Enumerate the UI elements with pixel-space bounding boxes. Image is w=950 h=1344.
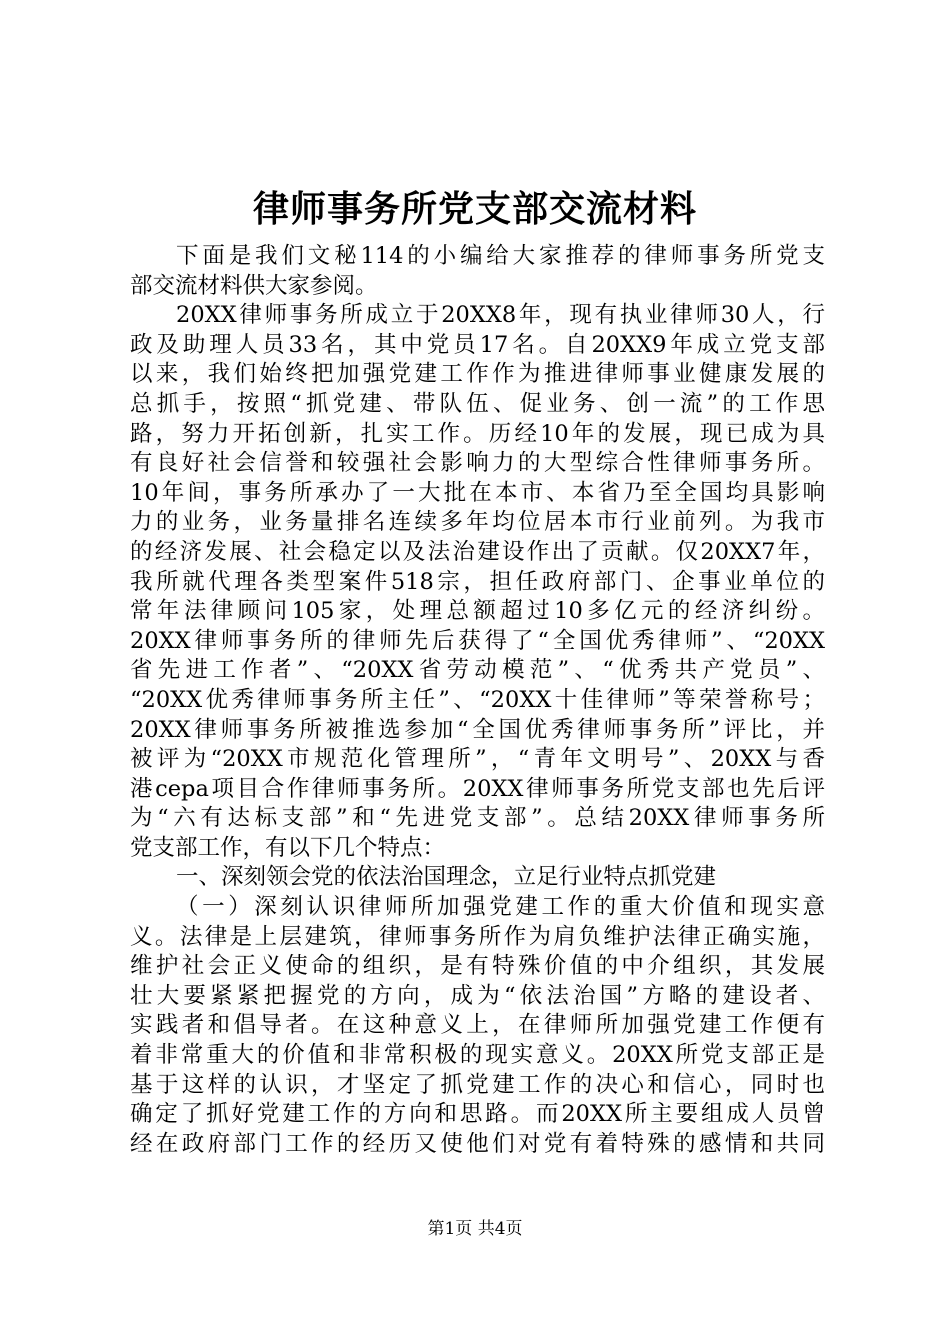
body-line: 义。法律是上层建筑，律师事务所作为肩负维护法律正确实施， bbox=[130, 923, 825, 950]
body-line: 基于这样的认识，才坚定了抓党建工作的决心和信心，同时也 bbox=[130, 1071, 825, 1098]
body-line: 常年法律顾问105家，处理总额超过10多亿元的经济纠纷。 bbox=[130, 598, 825, 625]
document-title: 律师事务所党支部交流材料 bbox=[252, 188, 697, 230]
body-line: 部交流材料供大家参阅。 bbox=[130, 272, 378, 299]
body-line: 经在政府部门工作的经历又使他们对党有着特殊的感情和共同 bbox=[130, 1130, 825, 1157]
document-body bbox=[130, 242, 825, 1159]
body-line: 被评为“20XX市规范化管理所”，“青年文明号”、20XX与香 bbox=[130, 746, 825, 773]
body-line: 20XX律师事务所的律师先后获得了“全国优秀律师”、“20XX bbox=[130, 627, 825, 654]
page-number-footer: 第1页 共4页 bbox=[427, 1219, 523, 1239]
body-line: 路，努力开拓创新，扎实工作。历经10年的发展，现已成为具 bbox=[130, 420, 825, 447]
body-line: 确定了抓好党建工作的方向和思路。而20XX所主要组成人员曾 bbox=[130, 1101, 825, 1128]
body-line: 省先进工作者”、“20XX省劳动模范”、“优秀共产党员”、 bbox=[130, 657, 825, 684]
body-line: 力的业务，业务量排名连续多年均位居本市行业前列。为我市 bbox=[130, 509, 825, 536]
body-line: 下面是我们文秘114的小编给大家推荐的律师事务所党支 bbox=[176, 243, 825, 269]
body-line: 港cepa项目合作律师事务所。20XX律师事务所党支部也先后评 bbox=[130, 775, 825, 802]
body-line: 实践者和倡导者。在这种意义上，在律师所加强党建工作便有 bbox=[130, 1012, 825, 1039]
body-line: （一）深刻认识律师所加强党建工作的重大价值和现实意 bbox=[176, 894, 825, 921]
body-line: 20XX律师事务所被推选参加“全国优秀律师事务所”评比，并 bbox=[130, 716, 825, 743]
body-line: 壮大要紧紧把握党的方向，成为“依法治国”方略的建设者、 bbox=[130, 982, 825, 1009]
body-line: 总抓手，按照“抓党建、带队伍、促业务、创一流”的工作思 bbox=[130, 390, 825, 417]
body-line: 的经济发展、社会稳定以及法治建设作出了贡献。仅20XX7年， bbox=[130, 538, 825, 565]
body-line: 20XX律师事务所成立于20XX8年，现有执业律师30人，行 bbox=[176, 302, 825, 329]
body-line: “20XX优秀律师事务所主任”、“20XX十佳律师”等荣誉称号； bbox=[130, 686, 825, 713]
body-line: 我所就代理各类型案件518宗，担任政府部门、企事业单位的 bbox=[130, 568, 825, 595]
body-line: 为“六有达标支部”和“先进党支部”。总结20XX律师事务所 bbox=[130, 805, 825, 832]
body-line: 维护社会正义使命的组织，是有特殊价值的中介组织，其发展 bbox=[130, 953, 825, 980]
body-line: 10年间，事务所承办了一大批在本市、本省乃至全国均具影响 bbox=[130, 479, 825, 506]
body-line: 党支部工作，有以下几个特点： bbox=[130, 834, 446, 861]
body-line: 有良好社会信誉和较强社会影响力的大型综合性律师事务所。 bbox=[130, 450, 825, 477]
section-heading: 一、深刻领会党的依法治国理念，立足行业特点抓党建 bbox=[176, 864, 717, 891]
body-line: 着非常重大的价值和非常积极的现实意义。20XX所党支部正是 bbox=[130, 1042, 825, 1069]
body-line: 政及助理人员33名，其中党员17名。自20XX9年成立党支部 bbox=[130, 331, 825, 358]
body-line: 以来，我们始终把加强党建工作作为推进律师事业健康发展的 bbox=[130, 361, 825, 388]
